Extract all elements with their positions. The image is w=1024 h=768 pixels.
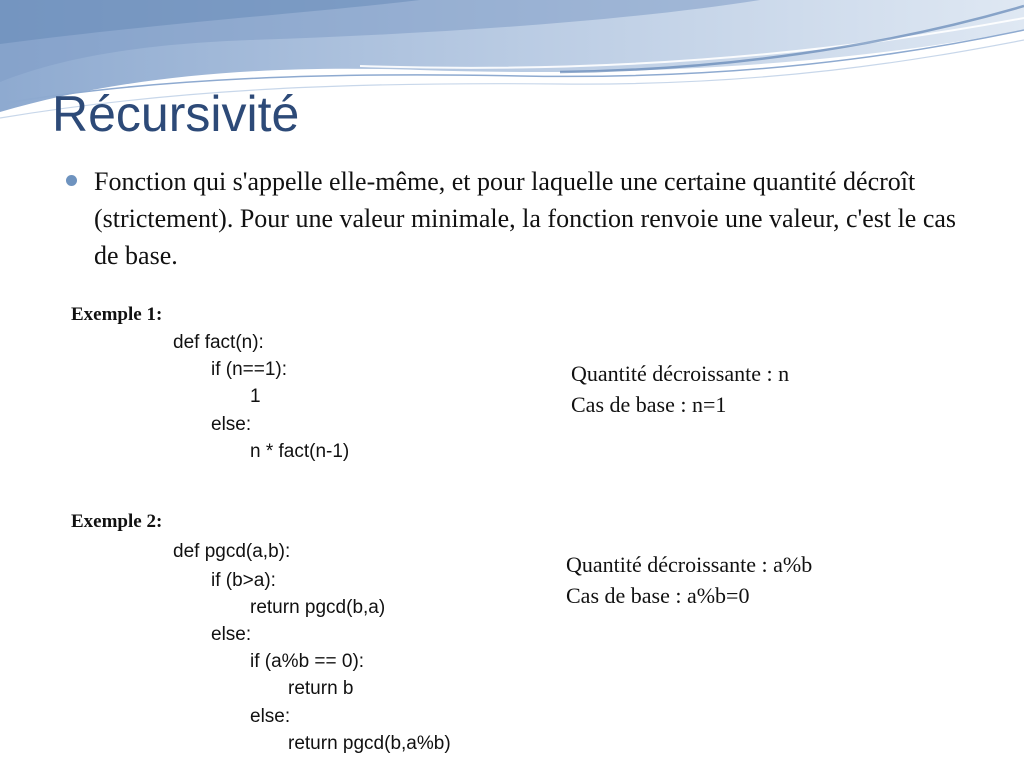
example-2-code-line: return pgcd(b,a): [250, 597, 386, 618]
example-2-code-line: return pgcd(b,a%b): [288, 733, 451, 754]
example-2-label: Exemple 2:: [71, 511, 163, 532]
example-1-code-line: n * fact(n-1): [250, 441, 350, 462]
example-1-label: Exemple 1:: [71, 304, 163, 325]
example-1-note: Cas de base : n=1: [571, 392, 727, 417]
example-2-note: Cas de base : a%b=0: [566, 583, 750, 608]
example-1-code-line: else:: [211, 414, 252, 435]
example-2-code-line: def pgcd(a,b):: [173, 541, 291, 562]
example-2-code-line: else:: [250, 706, 291, 727]
example-1-code-line: 1: [250, 386, 261, 407]
bullet-text: Fonction qui s'appelle elle-même, et pour laquelle une certaine quantité décroît (strictement). Pour une valeur minimale, la fonction renvoie une valeur, c'est le cas de base.: [94, 167, 957, 270]
example-1-note: Quantité décroissante : n: [571, 361, 790, 386]
example-2-code-line: if (b>a):: [211, 570, 276, 591]
slide-title: Récursivité: [52, 86, 300, 142]
example-1-code-line: if (n==1):: [211, 359, 288, 380]
example-2-code-line: if (a%b == 0):: [250, 651, 365, 672]
example-2-code-line: else:: [211, 624, 252, 645]
example-2-code-line: return b: [288, 678, 354, 699]
example-2-note: Quantité décroissante : a%b: [566, 552, 813, 577]
example-1-code-line: def fact(n):: [173, 332, 264, 353]
bullet-dot-icon: [66, 175, 77, 186]
